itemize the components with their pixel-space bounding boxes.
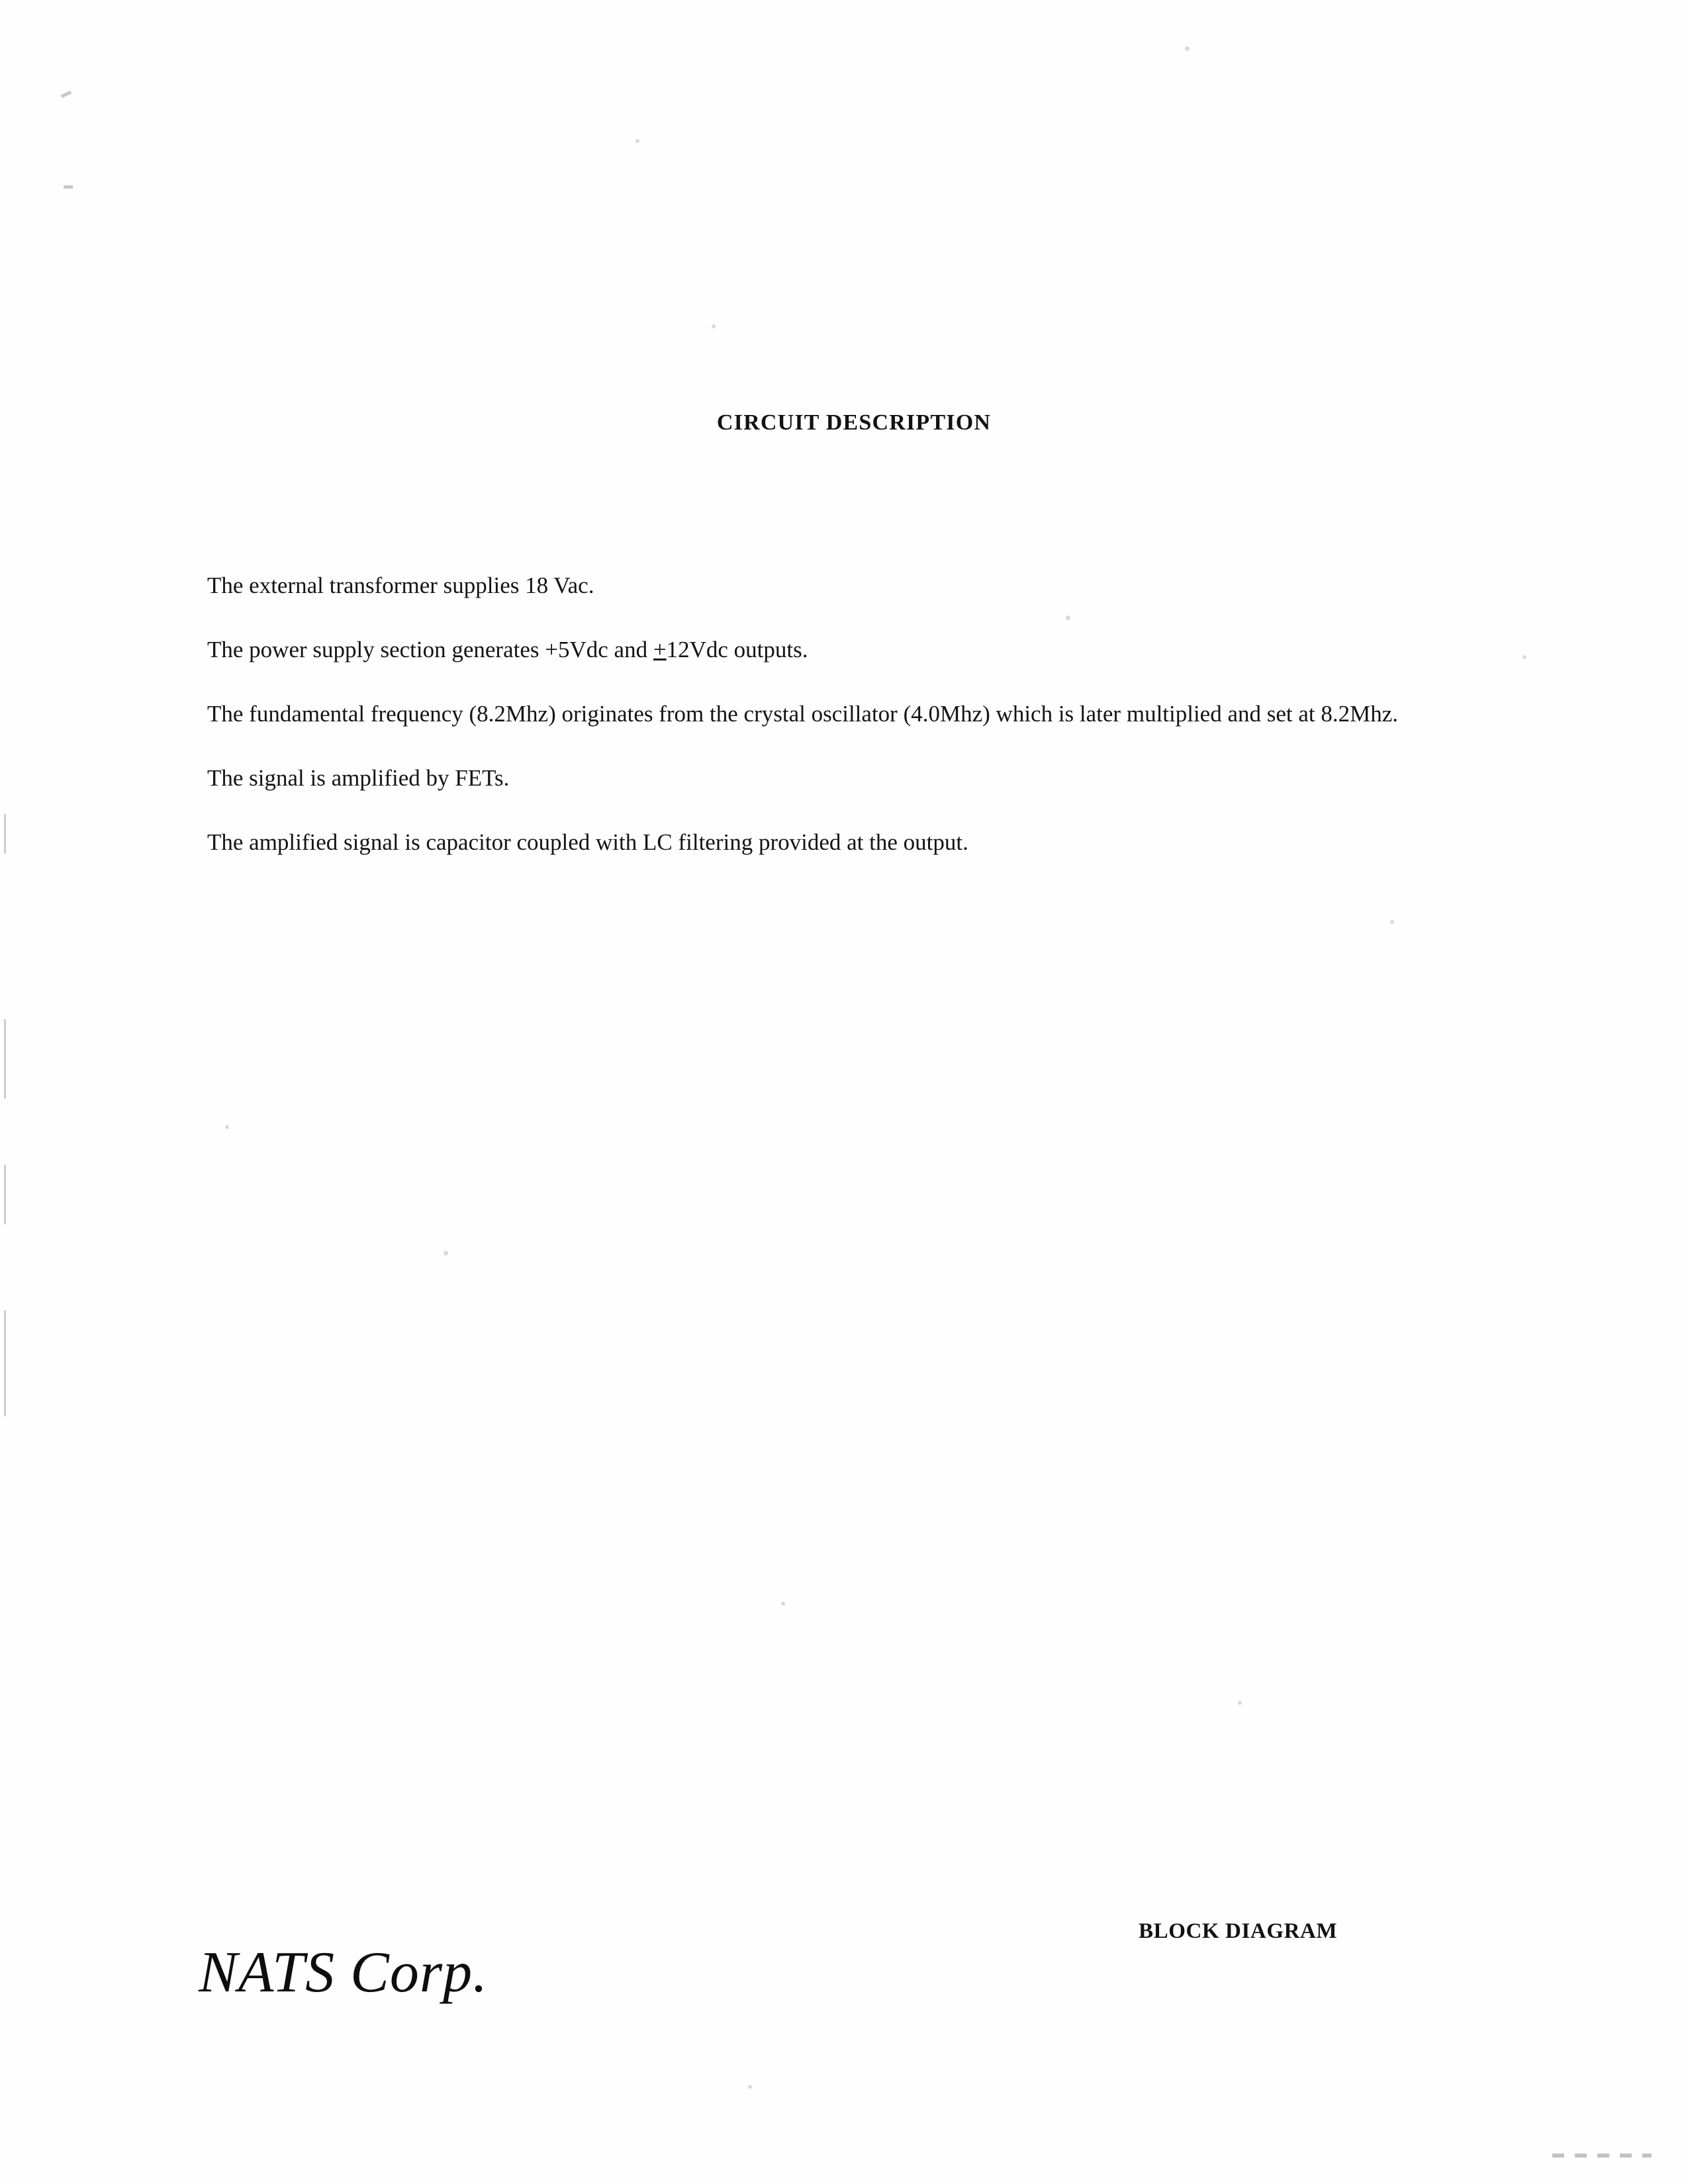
scan-artifact-line	[4, 1310, 6, 1416]
paragraph: The signal is amplified by FETs.	[207, 765, 510, 791]
scan-speck	[1523, 655, 1526, 659]
scan-artifact-line	[4, 814, 6, 854]
paragraph: The amplified signal is capacitor coupled with LC filtering provided at the output.	[207, 829, 968, 855]
section-label: BLOCK DIAGRAM	[1139, 1919, 1338, 1943]
scan-speck	[444, 1251, 448, 1255]
paragraph: The external transformer supplies 18 Vac.	[207, 572, 594, 598]
scan-artifact-line	[4, 1019, 6, 1099]
company-logo: NATS Corp.	[199, 1940, 489, 2005]
scan-artifact-mark	[61, 91, 72, 98]
scan-speck	[748, 2085, 752, 2089]
scan-speck	[1238, 1701, 1242, 1705]
scan-speck	[635, 139, 639, 143]
paragraph: The fundamental frequency (8.2Mhz) originates from the crystal oscillator (4.0Mhz) which is later multiplied and set at 8.2Mhz.	[207, 701, 1399, 727]
scan-speck	[225, 1125, 229, 1129]
page-title-text: CIRCUIT DESCRIPTION	[716, 410, 992, 435]
page-title	[0, 410, 1688, 435]
scan-speck	[1390, 920, 1394, 924]
scan-artifact-line	[4, 1165, 6, 1224]
scan-speck	[1185, 46, 1190, 51]
body-text	[207, 569, 1485, 859]
scan-speck	[712, 324, 716, 328]
scan-artifact-dashes	[1552, 2154, 1652, 2158]
paragraph: The power supply section generates +5Vdc and +12Vdc outputs.	[207, 637, 808, 662]
scan-artifact-mark	[64, 185, 73, 189]
scan-speck	[781, 1602, 785, 1606]
